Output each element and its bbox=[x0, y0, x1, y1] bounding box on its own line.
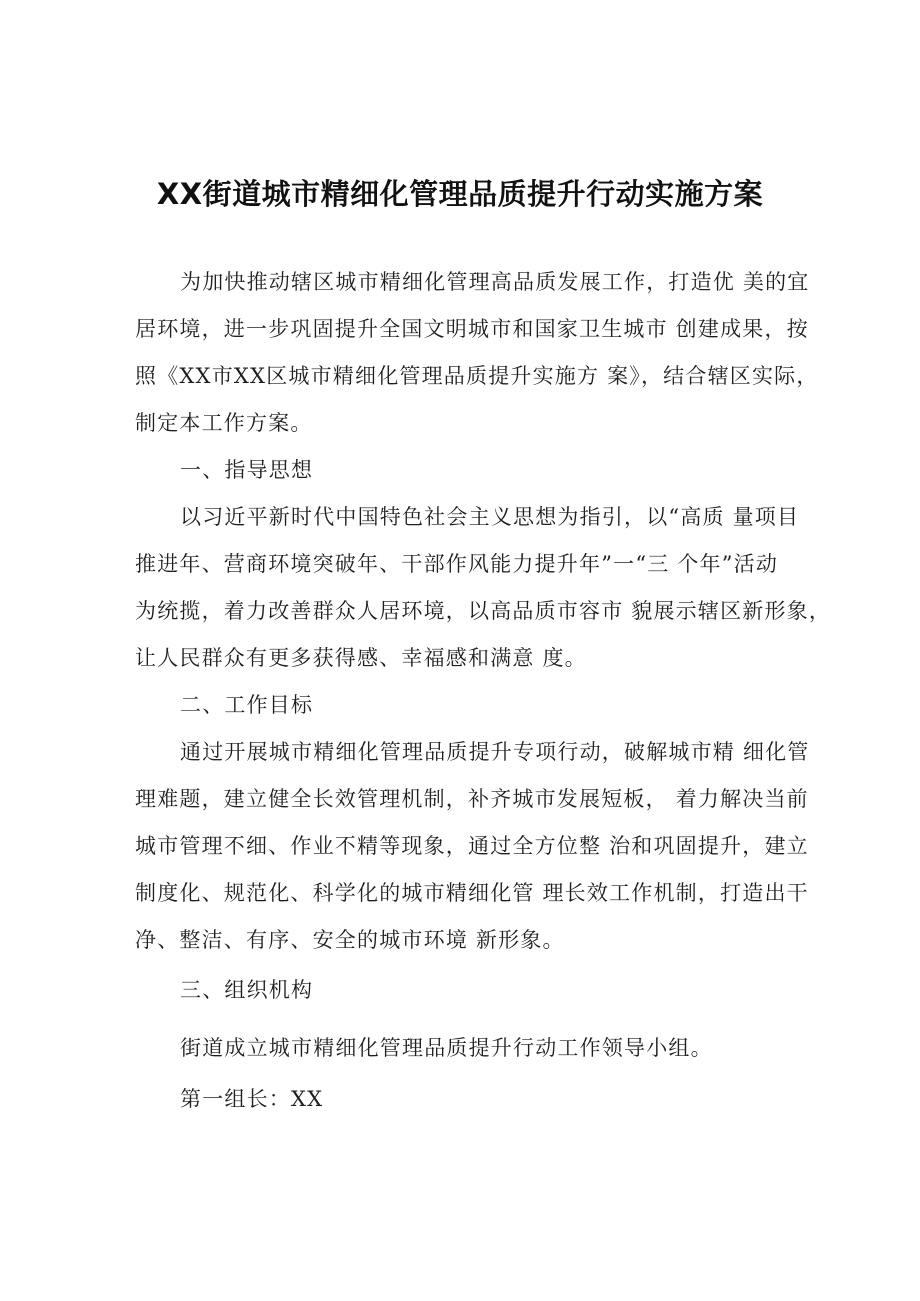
paragraph-line: 推进年、营商环境突破年、干部作风能力提升年”一“三 个年”活动 bbox=[135, 552, 779, 576]
paragraph-line: 照《XX市XX区城市精细化管理品质提升实施方 案》，结合辖区实际， bbox=[135, 364, 819, 388]
paragraph-line: 让人民群众有更多获得感、幸福感和满意 度。 bbox=[135, 646, 587, 670]
paragraph-line: 为统揽，着力改善群众人居环境，以高品质市容市 貌展示辖区新形象， bbox=[135, 599, 832, 623]
paragraph-line: 制定本工作方案。 bbox=[135, 411, 313, 435]
paragraph-line: 制度化、规范化、科学化的城市精细化管 理长效工作机制，打造出干 bbox=[135, 881, 809, 905]
paragraph-line: 通过开展城市精细化管理品质提升专项行动，破解城市精 细化管 bbox=[180, 740, 810, 764]
paragraph-line: 为加快推动辖区城市精细化管理高品质发展工作，打造优 美的宜 bbox=[180, 270, 810, 294]
section-heading: 二、工作目标 bbox=[180, 693, 314, 717]
paragraph-line: 街道成立城市精细化管理品质提升行动工作领导小组。 bbox=[180, 1036, 713, 1060]
paragraph-line: 净、整洁、有序、安全的城市环境 新形象。 bbox=[135, 928, 565, 952]
paragraph-line: 理难题，建立健全长效管理机制，补齐城市发展短板， 着力解决当前 bbox=[135, 787, 809, 811]
paragraph-line: 以习近平新时代中国特色社会主义思想为指引，以“高质 量项目 bbox=[180, 505, 800, 529]
paragraph-line: 第一组长：XX bbox=[180, 1087, 324, 1111]
paragraph-line: 居环境，进一步巩固提升全国文明城市和国家卫生城市 创建成果，按 bbox=[135, 317, 809, 341]
section-heading: 三、组织机构 bbox=[180, 978, 314, 1002]
document-title: XX街道城市精细化管理品质提升行动实施方案 bbox=[156, 177, 764, 211]
section-heading: 一、指导思想 bbox=[180, 458, 314, 482]
paragraph-line: 城市管理不细、作业不精等现象，通过全方位整 治和巩固提升，建立 bbox=[135, 834, 809, 858]
